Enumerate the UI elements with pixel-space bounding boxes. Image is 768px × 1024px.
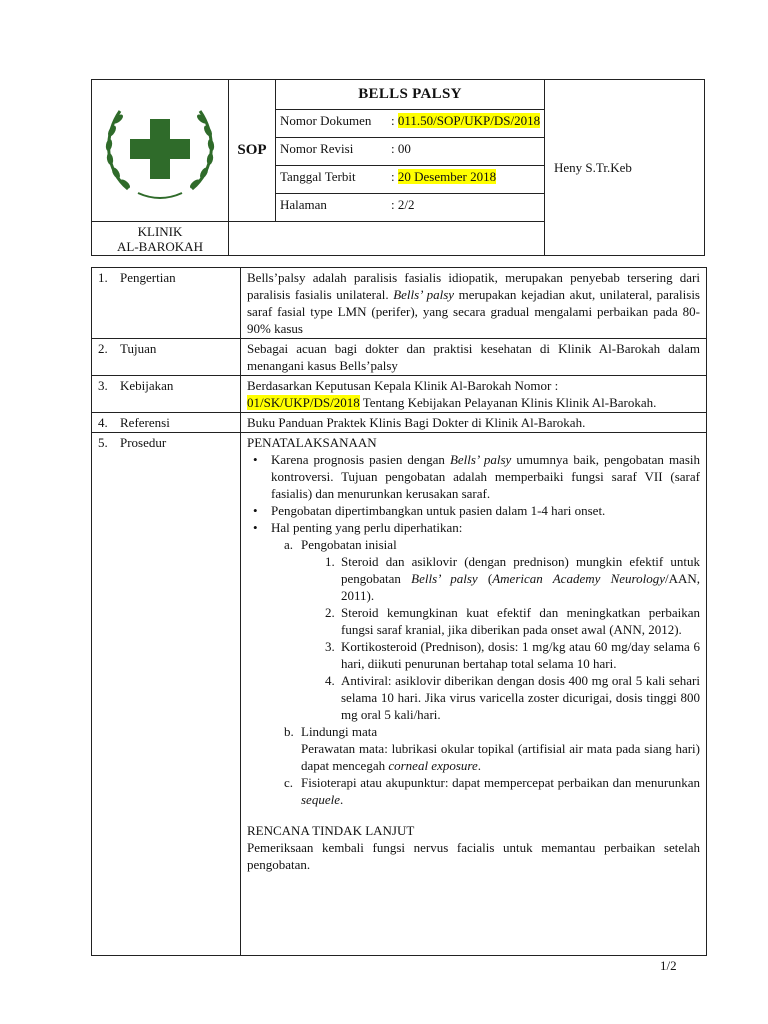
section-label: 2. Tujuan [92,339,241,376]
list-item: 2. Steroid kemungkinan kuat efektif dan meningkatkan perbaikan fungsi saraf kranial, jika diberikan pada onset awal (ANN, 2012). [325,605,700,637]
section-label: 4. Referensi [92,413,241,433]
row-referensi [92,413,707,433]
row-kebijakan [92,376,707,413]
green-cross-wreath-logo-icon [98,87,222,211]
meta-label-tanggal-terbit: Tanggal Terbit [276,166,390,194]
section-label: 1. Pengertian [92,268,241,339]
section-label: 3. Kebijakan [92,376,241,413]
rencana-tindak-lanjut-text: Pemeriksaan kembali fungsi nervus facialis untuk memantau perbaikan setelah pengobatan. [247,840,700,872]
logo-cell [92,80,229,222]
section-label: 5. Prosedur [92,433,241,956]
sop-content-table [91,267,707,956]
meta-value-nomor-dokumen: : 011.50/SOP/UKP/DS/2018 [389,110,545,138]
section-text-referensi: Buku Panduan Praktek Klinis Bagi Dokter di Klinik Al-Barokah. [241,413,707,433]
penatalaksanaan-heading: PENATALAKSANAAN [247,435,377,450]
list-item: b. Lindungi mata Perawatan mata: lubrikasi okular topikal (artifisial air mata pada siang hari) dapat mencegah corneal exposure. [284,724,700,773]
document-header-table [91,79,705,256]
section-text-pengertian: Bells’palsy adalah paralisis fasialis idiopatik, merupakan penyebab tersering dari paralisis fasialis unilateral. Bells’ palsy merupakan kejadian akut, unilateral, paralisis saraf fasial type LMN (perifer), yang secara gradual mengalami perbaikan pada 80-90% kasus [241,268,707,339]
section-text-prosedur [241,433,707,956]
blank-cell [229,222,545,256]
list-item: • Karena prognosis pasien dengan Bells’ palsy umumnya baik, pengobatan masih kontroversi. Tujuan pengobatan adalah memperbaiki fungsi saraf VII (saraf fasialis) dan menurunkan kerusakan saraf. [267,451,700,502]
prosedur-bullet-list [247,451,700,808]
rencana-tindak-lanjut-heading: RENCANA TINDAK LANJUT [247,823,415,838]
section-text-tujuan: Sebagai acuan bagi dokter dan praktisi kesehatan di Klinik Al-Barokah dalam menangani kasus Bells’palsy [241,339,707,376]
clinic-name: KLINIK AL-BAROKAH [92,222,229,256]
row-pengertian [92,268,707,339]
sub-list [271,536,700,808]
document-title: BELLS PALSY [276,80,545,110]
meta-label-nomor-revisi: Nomor Revisi [276,138,390,166]
meta-value-nomor-revisi: : 00 [389,138,545,166]
list-item: • Hal penting yang perlu diperhatikan: a. Pengobatan inisial 1. Steroid dan asiklovir (dengan prednison) mungkin efektif untuk pengobatan Bells’ palsy (American Academy Neurology/AAN, 2011). 2. Steroid kemungkinan kuat efektif dan meningkatkan perbaikan fungsi saraf kranial, jika diberikan pada onset awal (ANN, 2012). 3. Kortikosteroid (Prednison), dosis: 1 mg/kg atau 60 mg/day selama 6 hari, diikuti penurunan bertahap total selama 10 hari. 4. Antiviral: asiklovir diberikan dengan dosis 400 mg oral 5 kali sehari selama 10 hari. Jika virus varicella zoster dicurigai, dosis tinggi 800 mg oral 5 kali/hari. b. Lindungi mata Perawatan mata: lubrikasi okular topikal (artifisial air mata pada siang hari) dapat mencegah corneal exposure. c. Fisioterapi atau akupunktur: dapat mempercepat perbaikan dan menurunkan sequele. [267,519,700,808]
signatory: Heny S.Tr.Keb [545,80,705,256]
meta-label-halaman: Halaman [276,194,390,222]
numbered-list [301,553,700,723]
row-tujuan [92,339,707,376]
list-item: c. Fisioterapi atau akupunktur: dapat mempercepat perbaikan dan menurunkan sequele. [284,775,700,807]
page-number: 1/2 [660,958,677,973]
list-item: 1. Steroid dan asiklovir (dengan prednison) mungkin efektif untuk pengobatan Bells’ palsy (American Academy Neurology/AAN, 2011). [325,554,701,603]
list-item: 3. Kortikosteroid (Prednison), dosis: 1 mg/kg atau 60 mg/day selama 6 hari, diikuti penurunan bertahap total selama 10 hari. [325,639,700,671]
meta-value-tanggal-terbit: : 20 Desember 2018 [389,166,545,194]
list-item: a. Pengobatan inisial 1. Steroid dan asiklovir (dengan prednison) mungkin efektif untuk pengobatan Bells’ palsy (American Academy Neurology/AAN, 2011). 2. Steroid kemungkinan kuat efektif dan meningkatkan perbaikan fungsi saraf kranial, jika diberikan pada onset awal (ANN, 2012). 3. Kortikosteroid (Prednison), dosis: 1 mg/kg atau 60 mg/day selama 6 hari, diikuti penurunan bertahap total selama 10 hari. 4. Antiviral: asiklovir diberikan dengan dosis 400 mg oral 5 kali sehari selama 10 hari. Jika virus varicella zoster dicurigai, dosis tinggi 800 mg oral 5 kali/hari. [284,537,701,722]
sop-label: SOP [229,80,276,222]
section-text-kebijakan: Berdasarkan Keputusan Kepala Klinik Al-Barokah Nomor : 01/SK/UKP/DS/2018 Tentang Kebijakan Pelayanan Klinis Klinik Al-Barokah. [241,376,707,413]
list-item: • Pengobatan dipertimbangkan untuk pasien dalam 1-4 hari onset. [267,502,700,519]
list-item: 4. Antiviral: asiklovir diberikan dengan dosis 400 mg oral 5 kali sehari selama 10 hari. Jika virus varicella zoster dicurigai, dosis tinggi 800 mg oral 5 kali/hari. [325,673,700,722]
meta-label-nomor-dokumen: Nomor Dokumen [276,110,390,138]
row-prosedur [92,433,707,956]
meta-value-halaman: : 2/2 [389,194,545,222]
